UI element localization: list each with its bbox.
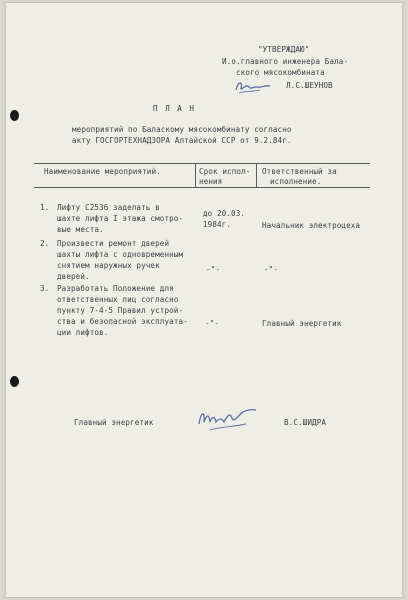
item-2-line3: снятием наружных ручек (57, 261, 160, 270)
item-2-line2: шахты лифта с одновременным (57, 250, 184, 259)
item-3-line5: ции лифтов. (57, 328, 109, 337)
header-col-deadline-line1: Срок испол- (199, 167, 251, 176)
header-bottom-rule (34, 187, 370, 188)
footer-name: В.С.ШИДРА (284, 418, 327, 427)
approval-signature (232, 78, 280, 96)
punch-hole-bottom (10, 376, 19, 387)
item-3-line1: Разработать Положение для (57, 284, 174, 293)
header-top-rule (34, 163, 370, 164)
page-title: П Л А Н (153, 104, 196, 113)
footer-position: Главный энергетик (74, 418, 154, 427)
item-3-responsible: Главный энергетик (262, 319, 342, 328)
item-3-number: 3. (40, 284, 50, 293)
item-1-responsible: Начальник электроцеха (262, 221, 361, 230)
item-2-deadline: -"- (206, 265, 221, 274)
punch-hole-top (10, 110, 19, 121)
approval-signer: Л.С.ШЕУНОВ (286, 81, 333, 90)
subtitle-line1: мероприятий по Баласкому мясокомбинату согласно (72, 125, 292, 134)
item-3-line2: ответственных лиц согласно (57, 295, 179, 304)
approval-stamp: "УТВЕРЖДАЮ" (258, 45, 310, 54)
item-3-deadline: -"- (205, 319, 220, 328)
item-1-number: 1. (40, 203, 50, 212)
item-2-line4: дверей. (57, 272, 90, 281)
subtitle-line2: акту ГОСГОРТЕХНАДЗОРА Алтайской ССР от 9.2.84г. (72, 136, 292, 145)
header-col-name: Наименование мероприятий. (44, 167, 161, 176)
header-col-deadline-line2: нения (199, 177, 223, 186)
approval-position-line1: И.о.главного инженера Бала- (222, 57, 349, 66)
item-1-line1: Лифту С2536 заделать в (57, 203, 160, 212)
header-divider-1 (195, 163, 196, 187)
item-1-deadline-line2: 1984г. (203, 220, 232, 229)
header-divider-2 (256, 163, 257, 187)
item-2-line1: Произвести ремонт дверей (57, 239, 170, 248)
header-col-responsible-line1: Ответственный за (262, 167, 337, 176)
item-2-responsible: -"- (264, 265, 279, 274)
item-1-line3: вые места. (57, 225, 104, 234)
header-col-responsible-line2: исполнение. (270, 177, 322, 186)
approval-position-line2: ского мясокомбината (236, 68, 325, 77)
item-3-line3: пункту 7-4-5 Правил устрой- (57, 306, 184, 315)
item-1-deadline-line1: до 20.03. (203, 209, 246, 218)
item-2-number: 2. (40, 239, 50, 248)
item-1-line2: шахте лифта I этажа смотро- (57, 214, 184, 223)
item-3-line4: ства и безопасной эксплуата- (57, 317, 188, 326)
footer-signature (196, 404, 262, 434)
